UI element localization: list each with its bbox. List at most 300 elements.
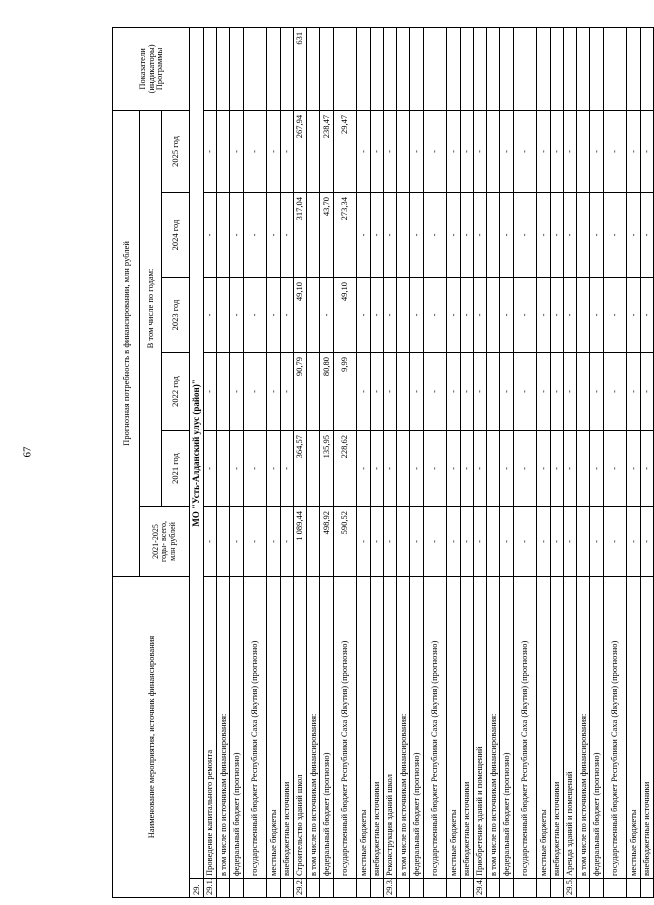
- row-name: в том числе по источникам финансирования:: [307, 577, 320, 879]
- row-index: [550, 879, 563, 898]
- cell-ind: [603, 27, 627, 110]
- cell-v2021: -: [410, 431, 423, 507]
- cell-total: [397, 507, 410, 577]
- cell-v2021: -: [370, 431, 383, 507]
- cell-v2024: 43,70: [320, 193, 333, 278]
- row-index: [307, 879, 320, 898]
- cell-v2021: -: [550, 431, 563, 507]
- header-total: [140, 507, 190, 577]
- row-name: внебюджетные источники: [370, 577, 383, 879]
- table-row: [217, 27, 230, 897]
- cell-v2025: 267,94: [293, 110, 306, 192]
- row-name: государственный бюджет Республики Саха (Якутия) (прогнозно): [243, 577, 267, 879]
- cell-ind: [397, 27, 410, 110]
- header-2025: 2025 год: [162, 110, 190, 192]
- cell-ind: [423, 27, 447, 110]
- row-name: Проведение капитального ремонта: [203, 577, 216, 879]
- cell-total: -: [590, 507, 603, 577]
- cell-total: -: [500, 507, 513, 577]
- cell-ind: [333, 27, 357, 110]
- cell-v2022: -: [550, 353, 563, 431]
- cell-v2021: [307, 431, 320, 507]
- cell-v2023: -: [370, 278, 383, 353]
- cell-v2025: 29,47: [333, 110, 357, 192]
- cell-v2021: [397, 431, 410, 507]
- row-index: 29.2.: [293, 879, 306, 898]
- cell-total: [307, 507, 320, 577]
- cell-ind: [383, 27, 396, 110]
- cell-ind: [537, 27, 550, 110]
- cell-v2024: -: [563, 193, 576, 278]
- header-2021: 2021 год: [162, 431, 190, 507]
- cell-v2024: [217, 193, 230, 278]
- cell-v2022: -: [280, 353, 293, 431]
- cell-v2024: -: [447, 193, 460, 278]
- cell-v2022: -: [603, 353, 627, 431]
- cell-v2023: -: [590, 278, 603, 353]
- cell-v2025: -: [357, 110, 370, 192]
- row-name: местные бюджеты: [447, 577, 460, 879]
- cell-v2025: -: [590, 110, 603, 192]
- row-index: [513, 879, 537, 898]
- cell-ind: [563, 27, 576, 110]
- row-name: Строительство зданий школ: [293, 577, 306, 879]
- cell-v2021: 364,57: [293, 431, 306, 507]
- cell-v2021: -: [230, 431, 243, 507]
- cell-v2021: 135,95: [320, 431, 333, 507]
- row-index: [357, 879, 370, 898]
- table-row: [447, 27, 460, 897]
- cell-ind: [217, 27, 230, 110]
- row-name: федеральный бюджет (прогнозно): [230, 577, 243, 879]
- cell-v2025: [487, 110, 500, 192]
- cell-v2022: -: [410, 353, 423, 431]
- cell-v2025: -: [550, 110, 563, 192]
- cell-v2023: -: [473, 278, 486, 353]
- cell-v2024: -: [627, 193, 640, 278]
- cell-v2023: -: [410, 278, 423, 353]
- cell-v2021: -: [357, 431, 370, 507]
- cell-v2024: -: [243, 193, 267, 278]
- cell-ind: [550, 27, 563, 110]
- table-row: [627, 27, 640, 897]
- table-row: [320, 27, 333, 897]
- cell-v2023: -: [513, 278, 537, 353]
- table-row: [203, 27, 216, 897]
- row-index: [590, 879, 603, 898]
- cell-v2025: -: [383, 110, 396, 192]
- cell-v2023: -: [627, 278, 640, 353]
- cell-ind: 631: [293, 27, 306, 110]
- cell-v2024: 317,04: [293, 193, 306, 278]
- row-index: [243, 879, 267, 898]
- table-row: [460, 27, 473, 897]
- cell-ind: [590, 27, 603, 110]
- table-row: [423, 27, 447, 897]
- cell-v2023: -: [460, 278, 473, 353]
- cell-v2021: -: [473, 431, 486, 507]
- cell-v2022: -: [357, 353, 370, 431]
- cell-ind: [243, 27, 267, 110]
- table-row: [550, 27, 563, 897]
- table-row: [383, 27, 396, 897]
- cell-ind: [307, 27, 320, 110]
- cell-v2022: -: [267, 353, 280, 431]
- table-row: [640, 27, 653, 897]
- cell-v2025: -: [230, 110, 243, 192]
- row-name: государственный бюджет Республики Саха (Якутия) (прогнозно): [513, 577, 537, 879]
- row-name: в том числе по источникам финансирования:: [217, 577, 230, 879]
- row-index: [603, 879, 627, 898]
- cell-v2021: -: [280, 431, 293, 507]
- cell-total: -: [280, 507, 293, 577]
- cell-v2024: -: [513, 193, 537, 278]
- cell-v2022: -: [513, 353, 537, 431]
- cell-v2024: -: [423, 193, 447, 278]
- cell-v2023: -: [550, 278, 563, 353]
- cell-v2022: -: [460, 353, 473, 431]
- table-row: [537, 27, 550, 897]
- cell-v2025: -: [447, 110, 460, 192]
- cell-v2022: -: [563, 353, 576, 431]
- cell-v2025: -: [513, 110, 537, 192]
- row-name: федеральный бюджет (прогнозно): [320, 577, 333, 879]
- row-index: [487, 879, 500, 898]
- header-2024: 2024 год: [162, 193, 190, 278]
- row-index: [627, 879, 640, 898]
- cell-v2023: -: [243, 278, 267, 353]
- cell-v2025: -: [473, 110, 486, 192]
- cell-v2024: [307, 193, 320, 278]
- row-name: федеральный бюджет (прогнозно): [500, 577, 513, 879]
- table-row: [307, 27, 320, 897]
- cell-v2025: -: [500, 110, 513, 192]
- cell-v2022: -: [473, 353, 486, 431]
- cell-v2025: -: [460, 110, 473, 192]
- cell-v2023: -: [383, 278, 396, 353]
- cell-total: [217, 507, 230, 577]
- row-index: [423, 879, 447, 898]
- row-index: [217, 879, 230, 898]
- row-index: 29.: [190, 879, 204, 898]
- cell-v2023: -: [447, 278, 460, 353]
- cell-ind: [370, 27, 383, 110]
- row-index: [370, 879, 383, 898]
- row-index: [320, 879, 333, 898]
- table-row: [293, 27, 306, 897]
- row-name: государственный бюджет Республики Саха (Якутия) (прогнозно): [333, 577, 357, 879]
- cell-v2024: -: [640, 193, 653, 278]
- cell-v2023: -: [423, 278, 447, 353]
- table-row: [280, 27, 293, 897]
- row-name: Реконструкция зданий школ: [383, 577, 396, 879]
- cell-ind: [500, 27, 513, 110]
- cell-v2024: -: [500, 193, 513, 278]
- cell-v2025: -: [423, 110, 447, 192]
- cell-v2022: -: [640, 353, 653, 431]
- cell-total: -: [550, 507, 563, 577]
- cell-total: -: [460, 507, 473, 577]
- row-index: [460, 879, 473, 898]
- row-index: [267, 879, 280, 898]
- cell-v2023: -: [280, 278, 293, 353]
- cell-v2022: 90,79: [293, 353, 306, 431]
- row-index: 29.3.: [383, 879, 396, 898]
- table-row: [577, 27, 590, 897]
- cell-total: -: [230, 507, 243, 577]
- row-name: Приобретение зданий и помещений: [473, 577, 486, 879]
- cell-v2022: 9,99: [333, 353, 357, 431]
- cell-v2022: -: [243, 353, 267, 431]
- table-row: [410, 27, 423, 897]
- cell-total: -: [537, 507, 550, 577]
- cell-v2021: -: [563, 431, 576, 507]
- cell-v2022: -: [383, 353, 396, 431]
- cell-v2025: -: [627, 110, 640, 192]
- cell-total: -: [627, 507, 640, 577]
- cell-v2022: 80,80: [320, 353, 333, 431]
- row-index: [280, 879, 293, 898]
- cell-total: -: [410, 507, 423, 577]
- cell-v2023: 49,10: [293, 278, 306, 353]
- cell-v2021: [577, 431, 590, 507]
- cell-v2021: -: [203, 431, 216, 507]
- rotated-table-inner: [112, 28, 654, 898]
- cell-v2024: -: [280, 193, 293, 278]
- cell-total: 1 089,44: [293, 507, 306, 577]
- cell-ind: [577, 27, 590, 110]
- cell-v2022: -: [627, 353, 640, 431]
- header-forecast: Прогнозная потребность в финансировании, млн рублей: [113, 110, 140, 576]
- cell-v2022: -: [500, 353, 513, 431]
- cell-v2025: -: [410, 110, 423, 192]
- table-row: [397, 27, 410, 897]
- cell-v2024: -: [550, 193, 563, 278]
- row-index: [537, 879, 550, 898]
- row-index: [640, 879, 653, 898]
- row-name: местные бюджеты: [267, 577, 280, 879]
- cell-v2022: -: [203, 353, 216, 431]
- cell-v2021: -: [243, 431, 267, 507]
- cell-v2023: -: [320, 278, 333, 353]
- cell-v2022: [487, 353, 500, 431]
- cell-v2023: -: [603, 278, 627, 353]
- cell-v2023: -: [203, 278, 216, 353]
- cell-v2021: -: [537, 431, 550, 507]
- cell-v2022: -: [230, 353, 243, 431]
- financing-table: [112, 27, 654, 898]
- header-total-line1: 2021-2025: [150, 524, 160, 559]
- row-index: 29.4.: [473, 879, 486, 898]
- cell-v2021: [487, 431, 500, 507]
- cell-total: -: [203, 507, 216, 577]
- cell-v2021: -: [603, 431, 627, 507]
- cell-ind: [410, 27, 423, 110]
- cell-ind: [487, 27, 500, 110]
- cell-total: -: [473, 507, 486, 577]
- cell-ind: [473, 27, 486, 110]
- cell-v2025: -: [280, 110, 293, 192]
- row-index: [397, 879, 410, 898]
- cell-v2025: -: [640, 110, 653, 192]
- row-name: в том числе по источникам финансирования:: [397, 577, 410, 879]
- cell-total: 498,92: [320, 507, 333, 577]
- header-total-line3: млн рублей: [167, 522, 177, 561]
- cell-v2025: [397, 110, 410, 192]
- cell-v2025: -: [563, 110, 576, 192]
- header-2023: 2023 год: [162, 278, 190, 353]
- row-name: государственный бюджет Республики Саха (Якутия) (прогнозно): [423, 577, 447, 879]
- row-name: местные бюджеты: [357, 577, 370, 879]
- cell-total: -: [563, 507, 576, 577]
- table-row: [603, 27, 627, 897]
- table-row: [243, 27, 267, 897]
- cell-v2025: -: [370, 110, 383, 192]
- cell-ind: [513, 27, 537, 110]
- cell-ind: [230, 27, 243, 110]
- cell-total: -: [383, 507, 396, 577]
- table-row: [333, 27, 357, 897]
- cell-v2025: -: [603, 110, 627, 192]
- table-row: [590, 27, 603, 897]
- section-title: МО "Усть-Алданский улус (район)": [190, 27, 204, 878]
- cell-total: -: [370, 507, 383, 577]
- cell-v2023: -: [267, 278, 280, 353]
- table-row: [190, 27, 204, 897]
- cell-total: -: [423, 507, 447, 577]
- cell-total: -: [267, 507, 280, 577]
- rotated-table-container: [112, 28, 654, 898]
- cell-total: -: [357, 507, 370, 577]
- cell-v2024: -: [410, 193, 423, 278]
- cell-v2024: -: [383, 193, 396, 278]
- cell-v2021: -: [460, 431, 473, 507]
- cell-v2023: -: [537, 278, 550, 353]
- cell-v2023: -: [640, 278, 653, 353]
- cell-v2024: -: [603, 193, 627, 278]
- row-name: федеральный бюджет (прогнозно): [410, 577, 423, 879]
- cell-v2024: -: [370, 193, 383, 278]
- row-name: в том числе по источникам финансирования:: [577, 577, 590, 879]
- cell-ind: [320, 27, 333, 110]
- cell-ind: [640, 27, 653, 110]
- cell-ind: [357, 27, 370, 110]
- cell-v2024: -: [267, 193, 280, 278]
- row-name: внебюджетные источники: [280, 577, 293, 879]
- cell-total: 590,52: [333, 507, 357, 577]
- cell-v2021: 228,62: [333, 431, 357, 507]
- cell-v2025: [577, 110, 590, 192]
- cell-v2025: -: [267, 110, 280, 192]
- row-name: местные бюджеты: [627, 577, 640, 879]
- cell-v2022: [217, 353, 230, 431]
- cell-ind: [627, 27, 640, 110]
- table-row: [357, 27, 370, 897]
- cell-v2021: -: [590, 431, 603, 507]
- row-index: 29.5.: [563, 879, 576, 898]
- cell-v2022: -: [537, 353, 550, 431]
- row-name: Аренда зданий и помещений: [563, 577, 576, 879]
- table-row: [230, 27, 243, 897]
- row-name: внебюджетные источники: [550, 577, 563, 879]
- cell-v2024: [487, 193, 500, 278]
- cell-v2023: 49,10: [333, 278, 357, 353]
- cell-total: -: [243, 507, 267, 577]
- cell-v2025: [217, 110, 230, 192]
- cell-ind: [267, 27, 280, 110]
- cell-ind: [447, 27, 460, 110]
- cell-v2021: -: [383, 431, 396, 507]
- page-number: 67: [21, 446, 34, 458]
- cell-v2023: [577, 278, 590, 353]
- cell-v2021: -: [267, 431, 280, 507]
- row-index: 29.1.: [203, 879, 216, 898]
- cell-v2024: 273,34: [333, 193, 357, 278]
- cell-v2023: [397, 278, 410, 353]
- cell-v2021: -: [423, 431, 447, 507]
- cell-v2023: [487, 278, 500, 353]
- cell-total: -: [603, 507, 627, 577]
- cell-v2025: 238,47: [320, 110, 333, 192]
- cell-total: -: [447, 507, 460, 577]
- row-index: [230, 879, 243, 898]
- header-indicators: Показатели (индикаторы) Программы: [113, 27, 190, 110]
- cell-v2023: -: [357, 278, 370, 353]
- header-2022: 2022 год: [162, 353, 190, 431]
- cell-ind: [280, 27, 293, 110]
- cell-v2022: [577, 353, 590, 431]
- cell-v2024: -: [230, 193, 243, 278]
- cell-v2024: -: [473, 193, 486, 278]
- cell-v2025: -: [537, 110, 550, 192]
- cell-v2025: -: [203, 110, 216, 192]
- cell-v2024: -: [203, 193, 216, 278]
- cell-v2021: [217, 431, 230, 507]
- cell-total: [577, 507, 590, 577]
- row-index: [410, 879, 423, 898]
- cell-v2022: [307, 353, 320, 431]
- row-index: [447, 879, 460, 898]
- cell-ind: [460, 27, 473, 110]
- row-index: [333, 879, 357, 898]
- row-name: внебюджетные источники: [640, 577, 653, 879]
- cell-v2021: -: [513, 431, 537, 507]
- header-name: Наименование мероприятия, источник финансирования: [113, 577, 190, 898]
- table-body: [190, 27, 654, 897]
- cell-v2021: -: [627, 431, 640, 507]
- cell-v2024: -: [590, 193, 603, 278]
- table-row: [500, 27, 513, 897]
- cell-v2024: [577, 193, 590, 278]
- row-name: в том числе по источникам финансирования:: [487, 577, 500, 879]
- row-name: внебюджетные источники: [460, 577, 473, 879]
- cell-v2023: -: [230, 278, 243, 353]
- cell-v2023: -: [563, 278, 576, 353]
- row-index: [577, 879, 590, 898]
- cell-total: [487, 507, 500, 577]
- cell-v2024: -: [537, 193, 550, 278]
- table-row: [370, 27, 383, 897]
- row-name: государственный бюджет Республики Саха (Якутия) (прогнозно): [603, 577, 627, 879]
- cell-v2024: -: [460, 193, 473, 278]
- cell-v2023: -: [500, 278, 513, 353]
- table-row: [473, 27, 486, 897]
- cell-v2024: [397, 193, 410, 278]
- cell-v2022: -: [447, 353, 460, 431]
- cell-v2025: -: [243, 110, 267, 192]
- row-name: местные бюджеты: [537, 577, 550, 879]
- cell-v2022: -: [370, 353, 383, 431]
